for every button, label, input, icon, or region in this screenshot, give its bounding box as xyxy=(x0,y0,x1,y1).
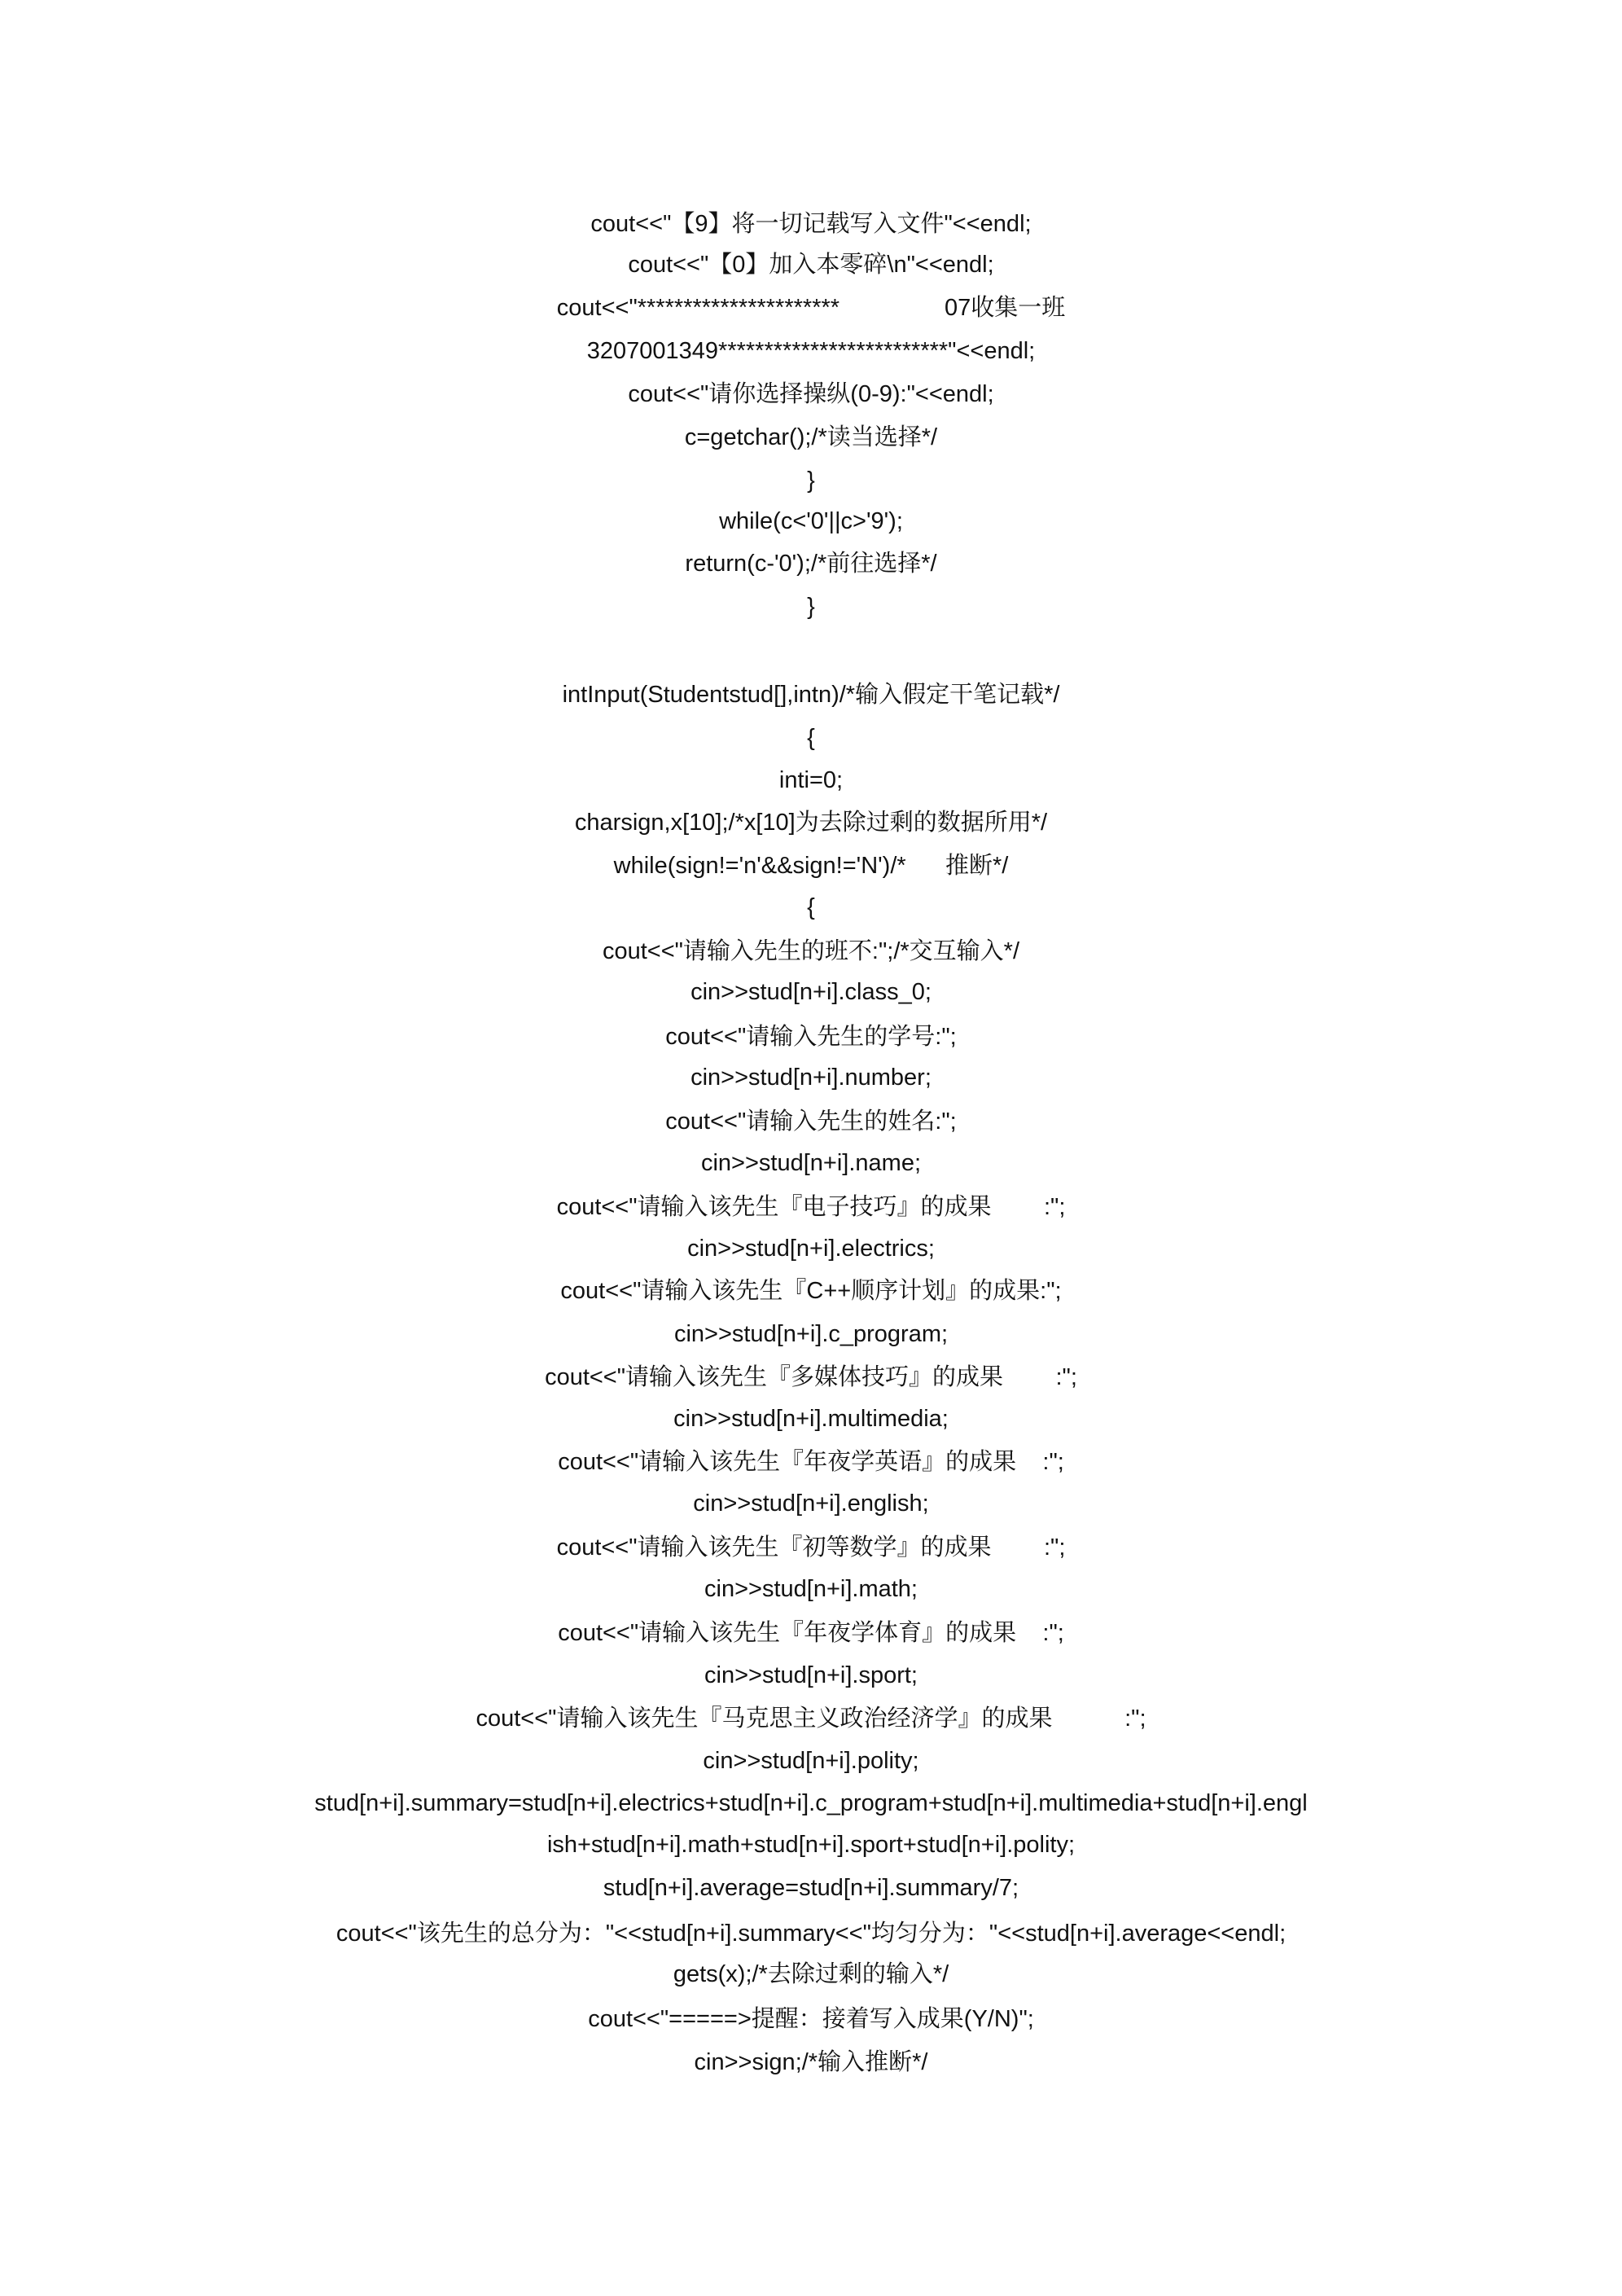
code-line: gets(x);/*去除过剩的输入*/ xyxy=(673,1961,949,1987)
code-line: cout<<"请输入该先生『初等数学』的成果 :"; xyxy=(556,1534,1066,1561)
code-line: cin>>stud[n+i].number; xyxy=(690,1065,932,1091)
code-line: cout<<"请输入先生的班不:";/*交互输入*/ xyxy=(602,938,1020,964)
code-line: { xyxy=(807,725,815,751)
code-line: ish+stud[n+i].math+stud[n+i].sport+stud[n+i].polity; xyxy=(546,1832,1076,1858)
code-line: cout<<"请输入先生的学号:"; xyxy=(665,1024,957,1050)
code-line: cin>>stud[n+i].class_0; xyxy=(690,979,932,1005)
code-line: intInput(Studentstud[],intn)/*输入假定干笔记载*/ xyxy=(562,682,1060,708)
code-line: } xyxy=(807,468,815,494)
code-line: cout<<"请输入该先生『年夜学英语』的成果 :"; xyxy=(558,1449,1064,1475)
code-line: cout<<"【0】加入本零碎\n"<<endl; xyxy=(628,252,994,278)
code-line: cin>>stud[n+i].multimedia; xyxy=(673,1406,949,1432)
code-line: cin>>stud[n+i].polity; xyxy=(703,1748,919,1774)
code-line: cin>>stud[n+i].electrics; xyxy=(687,1236,935,1262)
code-line: while(c<'0'||c>'9'); xyxy=(719,508,903,534)
code-line: cout<<"请输入先生的姓名:"; xyxy=(665,1108,957,1135)
code-line: cout<<"请输入该先生『电子技巧』的成果 :"; xyxy=(556,1194,1066,1220)
code-line: cout<<"该先生的总分为："<<stud[n+i].summary<<"均匀分为："<<stud[n+i].average<<endl; xyxy=(335,1921,1287,1947)
code-line: cin>>stud[n+i].english; xyxy=(693,1490,929,1517)
code-line: cout<<"请输入该先生『C++顺序计划』的成果:"; xyxy=(560,1278,1062,1304)
code-line: } xyxy=(807,594,815,620)
code-line: cout<<"请你选择操纵(0-9):"<<endl; xyxy=(628,381,994,407)
code-line: cin>>stud[n+i].math; xyxy=(704,1576,918,1602)
code-line: cout<<"=====>提醒：接着写入成果(Y/N)"; xyxy=(588,2006,1034,2032)
code-line: cin>>stud[n+i].name; xyxy=(700,1150,922,1176)
code-line: while(sign!='n'&&sign!='N')/* 推断*/ xyxy=(613,853,1009,879)
code-line: charsign,x[10];/*x[10]为去除过剩的数据所用*/ xyxy=(574,810,1048,836)
code-line: { xyxy=(807,894,815,920)
code-line: cout<<"请输入该先生『多媒体技巧』的成果 :"; xyxy=(545,1364,1077,1390)
code-line: cout<<"请输入该先生『年夜学体育』的成果 :"; xyxy=(558,1620,1064,1646)
code-line: cin>>stud[n+i].c_program; xyxy=(673,1321,949,1347)
code-line: 3207001349*************************"<<endl; xyxy=(586,338,1036,364)
code-line: cout<<"请输入该先生『马克思主义政治经济学』的成果 :"; xyxy=(476,1706,1146,1732)
code-line: cin>>stud[n+i].sport; xyxy=(704,1662,918,1688)
code-line: cin>>sign;/*输入推断*/ xyxy=(694,2049,928,2075)
code-line: cout<<"【9】将一切记载写入文件"<<endl; xyxy=(590,211,1032,237)
code-line: c=getchar();/*读当选择*/ xyxy=(684,424,938,450)
code-line: stud[n+i].summary=stud[n+i].electrics+stud[n+i].c_program+stud[n+i].multimedia+stud[n+i].engl xyxy=(314,1790,1308,1816)
code-line: cout<<"********************** 07收集一班 xyxy=(556,295,1066,321)
code-line: inti=0; xyxy=(778,767,844,793)
code-line: stud[n+i].average=stud[n+i].summary/7; xyxy=(603,1875,1019,1901)
code-line: return(c-'0');/*前往选择*/ xyxy=(685,551,937,577)
